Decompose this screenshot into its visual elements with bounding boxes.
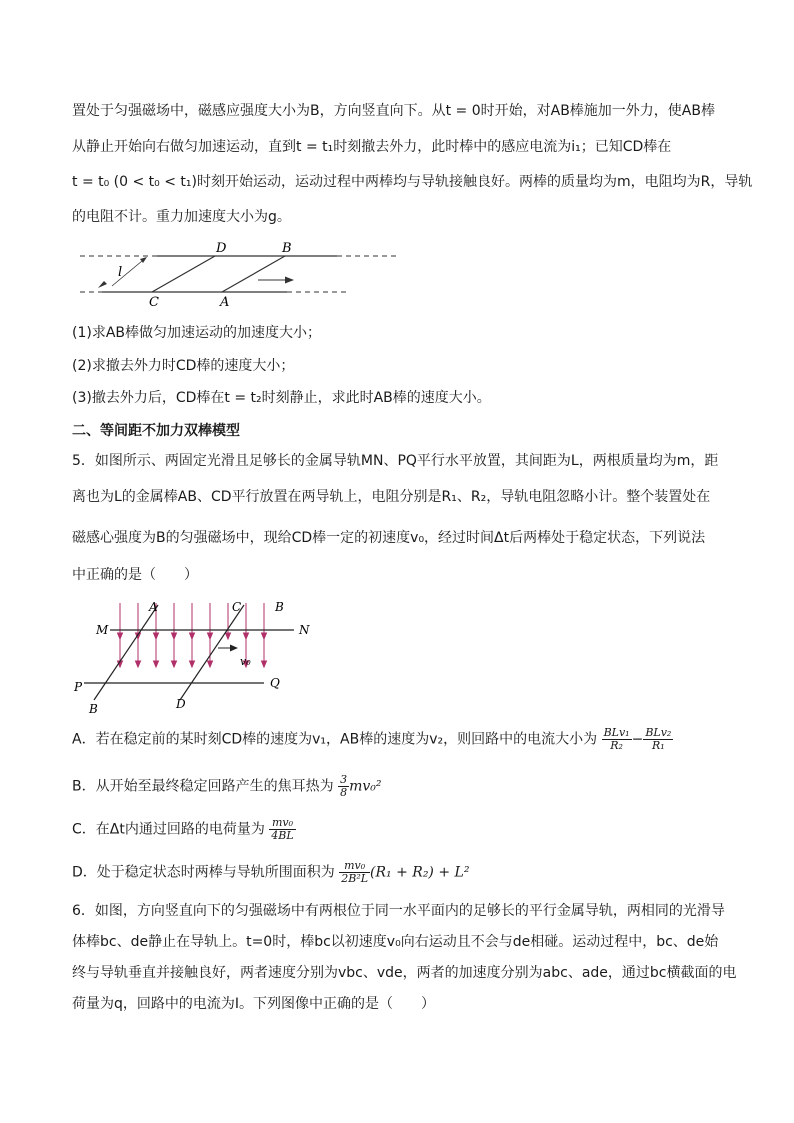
label-v0: v₀ — [240, 655, 251, 668]
intro-line-3: t = t₀ (0 < t₀ < t₁)时刻开始运动，运动过程中两棒均与导轨接触良好。两棒的质量均为m，电阻均为R，导轨 — [72, 174, 753, 190]
option-b-num: 3 — [340, 773, 348, 786]
option-c[interactable] — [72, 817, 296, 842]
problem6-line-1: 6．如图，方向竖直向下的匀强磁场中有两根位于同一水平面内的足够长的平行金属导轨，两相同的光滑导 — [72, 903, 725, 919]
problem6-line-2: 体棒bc、de静止在导轨上。t=0时，棒bc以初速度v₀向右运动且不会与de相碰。运动过程中，bc、de始 — [72, 934, 719, 950]
option-a-f2-num: BLv₂ — [645, 726, 672, 739]
label-b-bottom: B — [89, 702, 98, 716]
option-a-fraction-1 — [602, 727, 632, 752]
problem5-line-2: 离也为L的金属棒AB、CD平行放置在两导轨上，电阻分别是R₁、R₂，导轨电阻忽略小计。整个装置处在 — [72, 489, 711, 505]
option-a[interactable] — [72, 727, 673, 752]
v0-arrow-icon — [230, 645, 238, 652]
option-d-tail: (R₁ + R₂) + L² — [370, 864, 470, 881]
question-2: (2)求撤去外力时CD棒的速度大小； — [72, 358, 295, 374]
label-b: B — [282, 241, 292, 256]
option-b-fraction — [338, 774, 349, 799]
problem5-line-4: 中正确的是（ ） — [72, 567, 198, 583]
rails-figure-2 — [72, 595, 322, 717]
option-a-f1-den: R₂ — [610, 739, 623, 752]
option-c-num: mv₀ — [269, 817, 295, 830]
option-c-fraction — [269, 817, 295, 842]
label-b-top: B — [275, 600, 284, 614]
problem5-line-3: 磁感心强度为B的匀强磁场中，现给CD棒一定的初速度v₀，经过时间Δt后两棒处于稳定状态，下列说法 — [72, 530, 706, 546]
label-c: C — [149, 295, 159, 310]
option-b-text: B．从开始至最终稳定回路产生的焦耳热为 — [72, 778, 334, 795]
label-p: P — [74, 680, 83, 694]
width-marker-line — [112, 261, 142, 286]
option-c-text: C．在Δt内通过回路的电荷量为 — [72, 821, 265, 838]
section-heading: 二、等间距不加力双棒模型 — [72, 423, 240, 439]
option-a-text: A．若在稳定前的某时刻CD棒的速度为v₁，AB棒的速度为v₂，则回路中的电流大小为 — [72, 731, 598, 748]
option-d-num: mv₀ — [339, 860, 370, 873]
intro-line-2: 从静止开始向右做匀加速运动，直到t = t₁时刻撤去外力，此时棒中的感应电流为i₁；已知CD棒在 — [72, 139, 672, 155]
problem6-line-4: 荷量为q，回路中的电流为I。下列图像中正确的是（ ） — [72, 996, 436, 1012]
velocity-arrow-icon — [285, 277, 294, 284]
label-d: D — [216, 241, 227, 256]
option-d-fraction — [339, 860, 370, 885]
intro-line-1: 置处于匀强磁场中，磁感应强度大小为B，方向竖直向下。从t = 0时开始，对AB棒施加一外力，使AB棒 — [72, 103, 715, 119]
option-d-den: 2B²L — [341, 872, 369, 885]
problem6-line-3: 终与导轨垂直并接触良好，两者速度分别为vbc、vde，两者的加速度分别为abc、ade，通过bc横截面的电 — [72, 965, 737, 981]
rod-ab — [94, 605, 158, 700]
label-a: A — [220, 295, 230, 310]
option-a-minus: − — [631, 731, 644, 748]
intro-line-4: 的电阻不计。重力加速度大小为g。 — [72, 209, 291, 225]
option-b[interactable] — [72, 774, 381, 799]
label-d: D — [176, 697, 186, 711]
label-q: Q — [270, 676, 280, 690]
option-d[interactable] — [72, 860, 469, 885]
label-l: l — [118, 265, 123, 280]
label-c: C — [232, 600, 242, 614]
option-d-text: D．处于稳定状态时两棒与导轨所围面积为 — [72, 864, 335, 881]
rod-cd — [180, 605, 244, 700]
label-n: N — [299, 623, 310, 637]
question-1: (1)求AB棒做匀加速运动的加速度大小； — [72, 325, 322, 341]
option-c-den: 4BL — [271, 829, 294, 842]
option-b-tail: mv₀² — [349, 778, 382, 795]
label-a: A — [149, 600, 158, 614]
label-m: M — [96, 623, 109, 637]
option-b-den: 8 — [340, 786, 348, 799]
width-arrow-down-icon — [98, 281, 107, 288]
problem5-line-1: 5．如图所示、两固定光滑且足够长的金属导轨MN、PQ平行水平放置，其间距为L，两根质量均为m，距 — [72, 453, 719, 469]
option-a-f2-den: R₁ — [651, 739, 665, 752]
question-3: (3)撤去外力后，CD棒在t = t₂时刻静止，求此时AB棒的速度大小。 — [72, 390, 491, 406]
option-a-f1-num: BLv₁ — [603, 726, 630, 739]
rod-cd — [152, 256, 215, 292]
rails-figure-1 — [72, 236, 412, 314]
option-a-fraction-2 — [643, 727, 673, 752]
rod-ab — [222, 256, 285, 292]
